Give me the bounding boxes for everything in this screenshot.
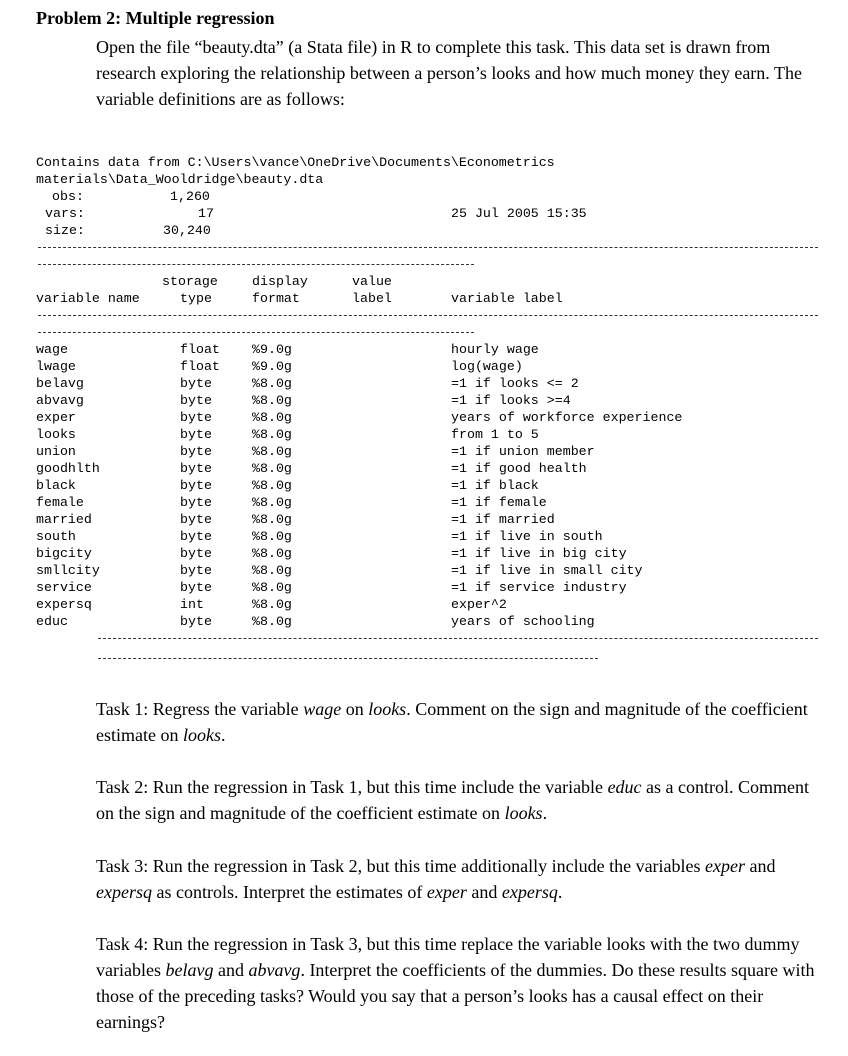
- variable-reference: looks: [368, 699, 407, 719]
- variable-label: =1 if married: [451, 512, 555, 527]
- variable-label: =1 if union member: [451, 444, 595, 459]
- variable-reference: wage: [303, 699, 342, 719]
- task-text: .: [542, 803, 548, 823]
- variable-label: =1 if live in small city: [451, 563, 643, 578]
- task-text: Task 4: Run the regression in Task 3, but this time replace the variable looks with the two dummy variables: [96, 934, 800, 980]
- storage-type: byte: [180, 478, 212, 493]
- dataset-date: 25 Jul 2005 15:35: [451, 206, 587, 221]
- contains-line-1: Contains data from C:\Users\vance\OneDrive\Documents\Econometrics: [36, 155, 555, 170]
- storage-type: byte: [180, 393, 212, 408]
- separator-line: [38, 315, 818, 316]
- task-text: .: [557, 882, 563, 902]
- variable-label: exper^2: [451, 597, 507, 612]
- variable-label: years of schooling: [451, 614, 595, 629]
- contains-line-2: materials\Data_Wooldridge\beauty.dta: [36, 172, 324, 187]
- storage-type: float: [180, 342, 220, 357]
- storage-type: int: [180, 597, 204, 612]
- variable-reference: expersq: [501, 882, 558, 902]
- task-text: on: [341, 699, 369, 719]
- task-text: and: [745, 856, 776, 876]
- storage-type: byte: [180, 529, 212, 544]
- variable-reference: exper: [426, 882, 467, 902]
- task-text: as a control. Comment on the sign and magnitude of the coefficient estimate on: [96, 777, 810, 823]
- storage-type: byte: [180, 546, 212, 561]
- storage-type: byte: [180, 444, 212, 459]
- storage-type: byte: [180, 495, 212, 510]
- display-format: %9.0g: [252, 359, 292, 374]
- display-format: %8.0g: [252, 461, 292, 476]
- problem-intro: Open the file “beauty.dta” (a Stata file) in R to complete this task. This data set is drawn from research exploring the relationship between a person’s looks and how much money they earn. The variable definitions are as follows:: [96, 37, 802, 109]
- variable-reference: educ: [607, 777, 642, 797]
- variable-reference: abvavg: [248, 960, 301, 980]
- display-format: %8.0g: [252, 495, 292, 510]
- task-text: .: [220, 725, 226, 745]
- variable-name: exper: [36, 410, 76, 425]
- variable-reference: exper: [705, 856, 746, 876]
- size-label: size:: [45, 223, 85, 238]
- variable-name: expersq: [36, 597, 92, 612]
- display-format: %8.0g: [252, 563, 292, 578]
- variable-reference: looks: [182, 725, 221, 745]
- task-1: [96, 696, 826, 748]
- variable-name: south: [36, 529, 76, 544]
- variable-name: wage: [36, 342, 68, 357]
- variable-label: =1 if live in big city: [451, 546, 627, 561]
- variable-label: =1 if good health: [451, 461, 587, 476]
- variable-name: union: [36, 444, 76, 459]
- task-text: . Comment on the sign and magnitude of the coefficient estimate on: [96, 699, 808, 745]
- separator-line: [38, 332, 474, 333]
- variable-label: =1 if looks >=4: [451, 393, 571, 408]
- separator-line: [38, 264, 474, 265]
- task-3: [96, 853, 826, 905]
- header-variable-name: variable name: [36, 291, 140, 306]
- vars-label: vars:: [45, 206, 85, 221]
- task-4: [96, 931, 826, 1035]
- variable-name: looks: [36, 427, 76, 442]
- display-format: %8.0g: [252, 410, 292, 425]
- task-text: . Interpret the coefficients of the dummies. Do these results square with those of the preceding tasks? Would you say that a person’s looks has a causal effect on their earnings?: [96, 960, 815, 1032]
- variable-name: abvavg: [36, 393, 84, 408]
- display-format: %8.0g: [252, 529, 292, 544]
- variable-name: belavg: [36, 376, 84, 391]
- storage-type: byte: [180, 580, 212, 595]
- display-format: %8.0g: [252, 376, 292, 391]
- storage-type: byte: [180, 614, 212, 629]
- header-display: display: [252, 274, 308, 289]
- variable-label: log(wage): [451, 359, 523, 374]
- header-type: type: [180, 291, 212, 306]
- variable-label: =1 if looks <= 2: [451, 376, 579, 391]
- display-format: %8.0g: [252, 393, 292, 408]
- variable-name: educ: [36, 614, 68, 629]
- separator-line: [98, 638, 818, 639]
- task-text: Task 2: Run the regression in Task 1, but this time include the variable: [96, 777, 608, 797]
- variable-name: smllcity: [36, 563, 100, 578]
- display-format: %9.0g: [252, 342, 292, 357]
- variable-label: =1 if service industry: [451, 580, 627, 595]
- separator-line: [38, 247, 818, 248]
- display-format: %8.0g: [252, 597, 292, 612]
- variable-reference: expersq: [96, 882, 152, 902]
- task-text: Task 1: Regress the variable: [96, 699, 304, 719]
- display-format: %8.0g: [252, 546, 292, 561]
- task-text: as controls. Interpret the estimates of: [151, 882, 427, 902]
- display-format: %8.0g: [252, 512, 292, 527]
- variable-label: =1 if black: [451, 478, 539, 493]
- display-format: %8.0g: [252, 444, 292, 459]
- variable-name: goodhlth: [36, 461, 100, 476]
- variable-name: black: [36, 478, 76, 493]
- display-format: %8.0g: [252, 478, 292, 493]
- variable-reference: looks: [504, 803, 543, 823]
- obs-value: 1,260: [170, 189, 210, 204]
- header-storage: storage: [162, 274, 218, 289]
- task-2: [96, 774, 826, 826]
- separator-line: [98, 658, 598, 659]
- storage-type: byte: [180, 427, 212, 442]
- display-format: %8.0g: [252, 614, 292, 629]
- variable-name: married: [36, 512, 92, 527]
- display-format: %8.0g: [252, 580, 292, 595]
- storage-type: byte: [180, 461, 212, 476]
- header-label: label: [352, 291, 392, 306]
- storage-type: byte: [180, 376, 212, 391]
- obs-label: obs:: [52, 189, 84, 204]
- task-text: Task 3: Run the regression in Task 2, but this time additionally include the variables: [96, 856, 706, 876]
- task-text: and: [466, 882, 502, 902]
- variable-label: years of workforce experience: [451, 410, 683, 425]
- storage-type: byte: [180, 410, 212, 425]
- vars-value: 17: [198, 206, 214, 221]
- size-value: 30,240: [163, 223, 211, 238]
- variable-name: bigcity: [36, 546, 92, 561]
- variable-name: female: [36, 495, 84, 510]
- variable-label: =1 if live in south: [451, 529, 603, 544]
- header-variable-label: variable label: [451, 291, 563, 306]
- display-format: %8.0g: [252, 427, 292, 442]
- variable-label: from 1 to 5: [451, 427, 539, 442]
- problem-title: Problem 2: Multiple regression: [36, 8, 275, 28]
- task-text: and: [213, 960, 249, 980]
- variable-label: hourly wage: [451, 342, 539, 357]
- header-format: format: [252, 291, 300, 306]
- storage-type: byte: [180, 563, 212, 578]
- header-value: value: [352, 274, 392, 289]
- variable-reference: belavg: [165, 960, 214, 980]
- variable-label: =1 if female: [451, 495, 547, 510]
- storage-type: byte: [180, 512, 212, 527]
- variable-name: service: [36, 580, 92, 595]
- variable-name: lwage: [36, 359, 76, 374]
- storage-type: float: [180, 359, 220, 374]
